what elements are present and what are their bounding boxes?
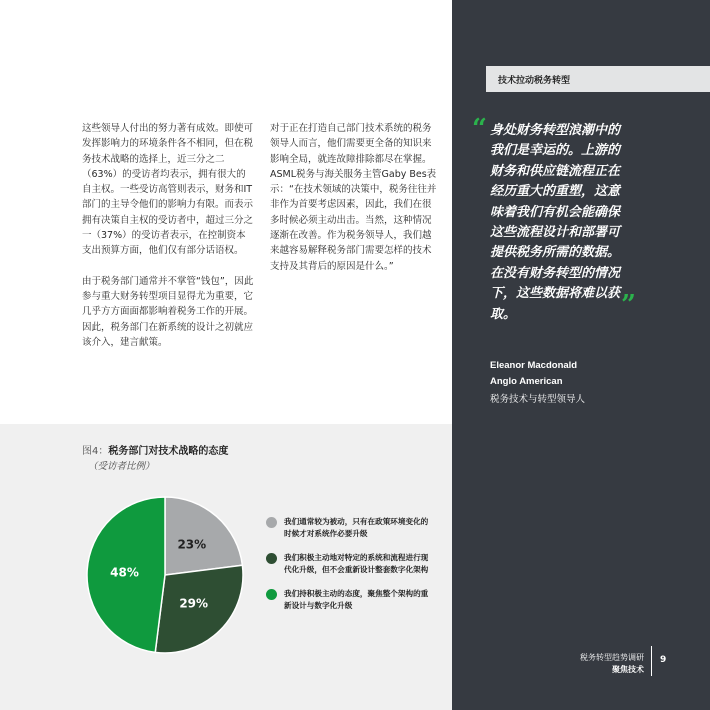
- legend-item: [266, 552, 434, 576]
- legend-label: 我们通常较为被动，只有在政策环境变化的时候才对系统作必要升级: [284, 517, 429, 538]
- legend-swatch: [266, 589, 277, 600]
- quote-author-org: Anglo American: [490, 376, 563, 387]
- body-column-right: [270, 121, 440, 289]
- page-number: 9: [660, 655, 667, 665]
- body-paragraph: 对于正在打造自己部门技术系统的税务领导人而言，他们需要更全备的知识来影响全局，就连故障排除都尽在掌握。ASML税务与海关服务主管Gaby Bes表示：“在技术领域的决策中，税务往往并非作为首要考虑因素，因此，我们在很多时候必须主动出击。当然，这种情况逐渐在改善。作为税务领导人，我们越来越容易解释税务部门需要怎样的技术支持及其背后的原因是什么。”: [270, 123, 437, 272]
- figure-subtitle: （受访者比例）: [88, 461, 155, 472]
- sidebar: [452, 0, 710, 710]
- pull-quote: 身处财务转型浪潮中的我们是幸运的。上游的财务和供应链流程正在经历重大的重塑，这意味着我们有机会能确保这些流程设计和部署可提供税务所需的数据。在没有财务转型的情况下，这些数据将难以获取。: [490, 123, 621, 322]
- legend-item: [266, 516, 434, 540]
- footer-divider: [651, 646, 652, 676]
- footer-report-title: 税务转型趋势调研: [580, 653, 644, 662]
- quote-author-name: Eleanor Macdonald: [490, 360, 578, 371]
- pie-chart: [86, 496, 244, 654]
- chart-legend: [266, 516, 434, 624]
- legend-item: [266, 588, 434, 612]
- legend-label: 我们持积极主动的态度，聚焦整个架构的重新设计与数字化升级: [284, 589, 429, 610]
- pie-slice-label: 23%: [177, 537, 207, 552]
- pie-slice-label: 48%: [110, 565, 139, 580]
- section-label: 技术拉动税务转型: [498, 76, 571, 86]
- quote-close-mark: ”: [621, 290, 636, 320]
- figure-name: 税务部门对技术战略的态度: [108, 446, 229, 457]
- body-column-left: [82, 121, 254, 365]
- legend-label: 我们积极主动地对特定的系统和流程进行现代化升级，但不会重新设计整套数字化架构: [284, 553, 429, 574]
- legend-swatch: [266, 553, 277, 564]
- quote-open-mark: “: [472, 114, 487, 144]
- body-paragraph: 由于税务部门通常并不掌管“钱包”，因此参与重大财务转型项目显得尤为重要，它几乎方方面面都影响着税务工作的开展。因此，税务部门在新系统的设计之初就应该介入，建言献策。: [82, 275, 254, 348]
- figure-number: 图4：: [82, 446, 109, 457]
- quote-author-role: 税务技术与转型领导人: [490, 394, 586, 405]
- pie-slice-label: 29%: [179, 596, 209, 611]
- footer-section-title: 聚焦技术: [612, 665, 644, 674]
- legend-swatch: [266, 517, 277, 528]
- pie-slice: [165, 497, 242, 575]
- body-paragraph: 这些领导人付出的努力著有成效。即使可发挥影响力的环境条件各不相同，但在税务技术战略的选择上，近三分之二（63%）的受访者均表示，拥有很大的自主权。一些受访高管则表示，财务和IT部门的主导令他们的影响力有限。而表示拥有决策自主权的受访者中，超过三分之一（37%）的受访者表示，在控制资本支出预算方面，他们仅有部分话语权。: [82, 123, 254, 257]
- figure-title: [82, 442, 228, 457]
